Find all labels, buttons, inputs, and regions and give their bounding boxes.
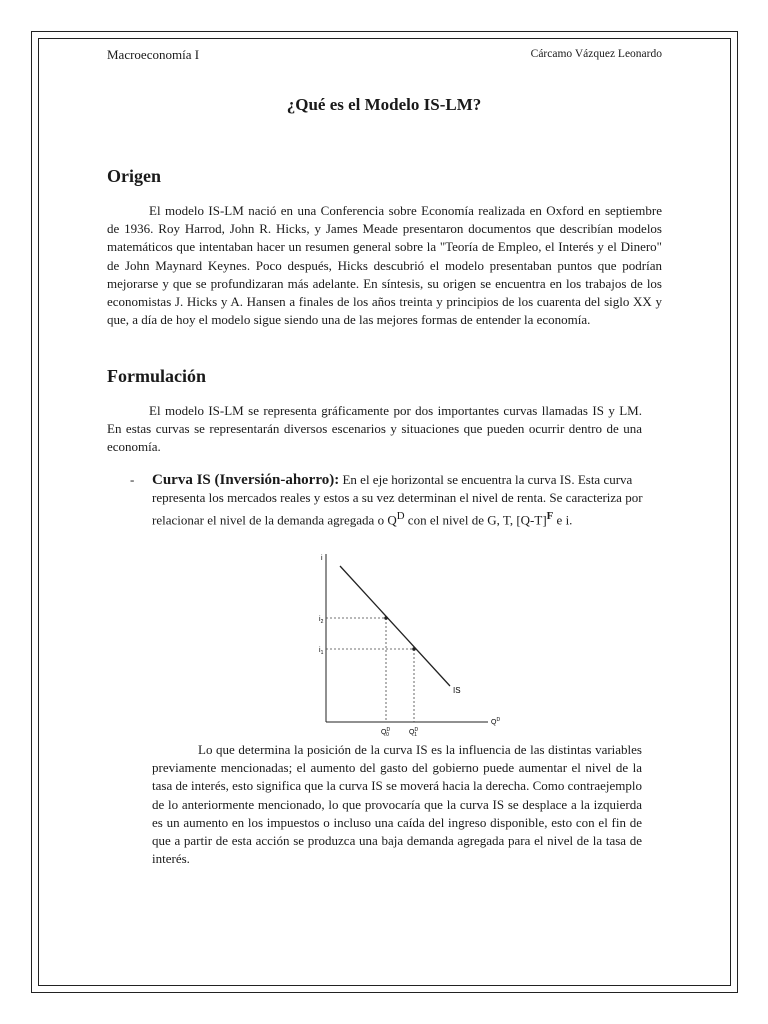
y-axis-label: i <box>321 555 323 562</box>
paragraph-formulacion: El modelo IS-LM se representa gráficamente por dos importantes curvas llamadas IS y LM. En estas curvas se representarán diversos escenarios y situaciones que pueden ocurrir dentro de una economía. <box>107 403 642 455</box>
bullet-text-b: con el nivel de G, T, [Q-T] <box>404 512 547 528</box>
tick-q1: $Q^D$ 1 <box>409 727 419 738</box>
heading-formulacion: Formulación <box>107 366 206 386</box>
point-a <box>384 616 388 620</box>
point-b <box>412 647 416 651</box>
bullet-text-c: e i. <box>553 512 573 528</box>
document-title: ¿Qué es el Modelo IS-LM? <box>286 95 482 114</box>
x-axis-label: $Q^D$ <box>491 717 501 726</box>
header-author: Cárcamo Vázquez Leonardo <box>530 48 662 60</box>
paragraph-origen: El modelo IS-LM nació en una Conferencia sobre Economía realizada en Oxford en septiembre de 1936. Roy Harrod, John R. Hicks, y James Meade presentaron documentos que describían modelos matemáticos que intentaban hacer un resumen general sobre la "Teoría de Empleo, el Interés y el Dinero" de John Maynard Keynes. Poco después, Hicks descubrió el modelo presentaban puntos que podrían mejorarse y que se profundizaran más adelante. En síntesis, su origen se encuentra en los trabajos de los economistas J. Hicks y A. Hansen a finales de los años treinta y principios de los cuarenta del siglo XX y que, a día de hoy el modelo sigue siendo una de las mejores formas de entender la economía. <box>107 203 662 328</box>
bullet-term: Curva IS (Inversión-ahorro): <box>152 472 340 488</box>
heading-origen: Origen <box>107 166 161 186</box>
bullet-curva-is <box>152 471 664 530</box>
tick-i2: $i_2$ <box>319 616 324 625</box>
is-curve-graph <box>306 552 516 742</box>
bullet-marker: - <box>130 472 135 487</box>
tick-q0: $Q^D$ 0 <box>381 727 391 738</box>
paragraph-is-position: Lo que determina la posición de la curva IS es la influencia de las distintas variables previamente mencionadas; el aumento del gasto del gobierno puede aumentar el nivel de la tasa de interés, esto significa que la curva IS se moverá hacia la derecha. Como contraejemplo de lo anteriormente mencionado, lo que provocaría que la curva IS se desplace a la izquierda es un aumento en los impuestos o incluso una caída del ingreso disponible, esto con el fin de que a partir de esta acción se produzca una baja demanda agregada para el nivel de la tasa de interés. <box>152 742 642 867</box>
is-curve-line <box>340 566 450 686</box>
tick-i1: $i_1$ <box>319 647 324 656</box>
is-curve-label: IS <box>453 686 461 695</box>
bullet-sup-d: D <box>396 510 405 523</box>
bullet-text-a: En el eje horizontal se encuentra la curva IS. Esta curva representa los mercados reales y estos a su vez determinan el nivel de renta. Se caracteriza por relacionar el nivel de la demanda agregada o Q <box>152 472 643 528</box>
header-course: Macroeconomía I <box>107 47 200 62</box>
bullet-sup-f: F <box>546 510 554 523</box>
